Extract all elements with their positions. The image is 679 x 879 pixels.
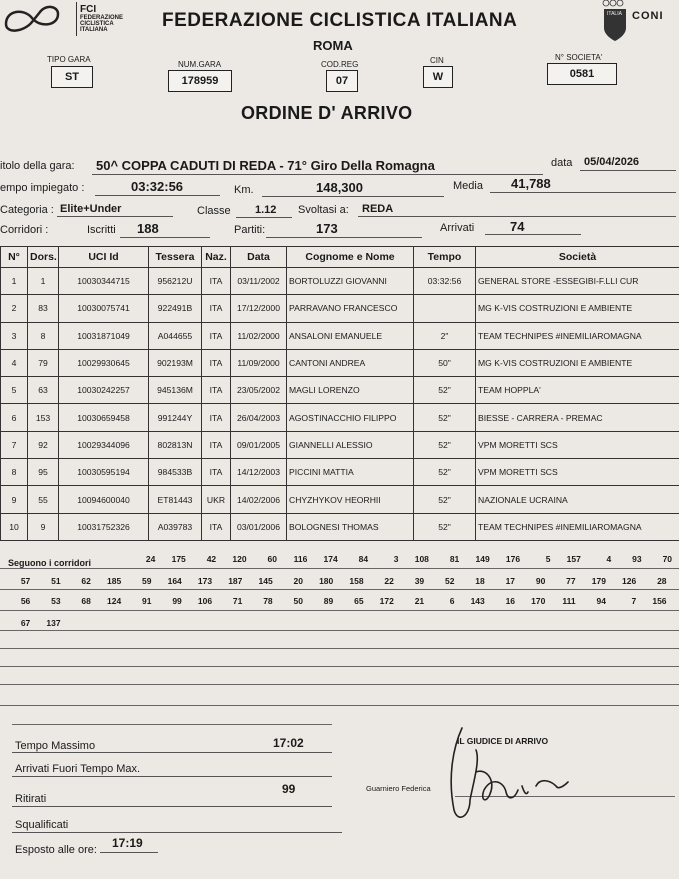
race-category: Elite+Under: [60, 203, 122, 215]
cell-naz: UKR: [202, 486, 231, 513]
cell-nome: ANSALONI EMANUELE: [287, 322, 414, 349]
seguono-number: 60: [267, 554, 277, 564]
cell-nome: MAGLI LORENZO: [287, 377, 414, 404]
cell-uci: 10030344715: [59, 268, 149, 295]
tempo-label: empo impiegato :: [0, 182, 85, 194]
seguono-number: 42: [206, 554, 217, 564]
seguono-number: 149: [475, 554, 490, 564]
coni-shield-icon: [600, 0, 630, 42]
results-table: [0, 246, 679, 541]
seguono-number: 18: [475, 576, 485, 586]
seguono-number: 84: [358, 554, 369, 564]
seguono-number: 91: [142, 596, 152, 606]
coni-logo: [600, 0, 630, 42]
tipo-gara-label: TIPO GARA: [47, 55, 91, 64]
ritirati: 99: [282, 782, 296, 796]
judge-signature: [440, 720, 580, 830]
cell-dors: 92: [28, 431, 59, 458]
header-tessera: Tessera: [149, 247, 202, 268]
seguono-number: 59: [142, 576, 152, 586]
table-row: [1, 268, 679, 295]
fci-logo: [2, 2, 72, 34]
cell-data: 17/12/2000: [231, 295, 287, 322]
seguono-row-2: [0, 576, 679, 586]
cell-tempo: 52": [414, 377, 476, 404]
seguono-number: 94: [596, 596, 606, 606]
header-dors: Dors.: [28, 247, 59, 268]
cell-nome: AGOSTINACCHIO FILIPPO: [287, 404, 414, 431]
cell-tessera: 902193M: [149, 349, 202, 376]
cell-nome: PARRAVANO FRANCESCO: [287, 295, 414, 322]
cell-naz: ITA: [202, 349, 231, 376]
cell-n: 8: [1, 459, 28, 486]
cell-data: 03/01/2006: [231, 513, 287, 540]
race-class: 1.12: [255, 204, 277, 216]
esposto: 17:19: [112, 836, 143, 850]
fci-label: FCI: [80, 4, 97, 15]
cell-data: 09/01/2005: [231, 431, 287, 458]
categoria-label: Categoria :: [0, 204, 54, 216]
seguono-row-1: [0, 554, 679, 564]
cell-data: 11/09/2000: [231, 349, 287, 376]
cell-tessera: 945136M: [149, 377, 202, 404]
cod-reg-label: COD.REG: [321, 60, 359, 69]
cell-naz: ITA: [202, 268, 231, 295]
cell-n: 7: [1, 431, 28, 458]
seguono-number: 111: [562, 596, 576, 606]
cell-dors: 79: [28, 349, 59, 376]
iscritti-label: Iscritti: [87, 224, 116, 236]
table-header-row: [1, 247, 679, 268]
table-row: [1, 377, 679, 404]
cell-tempo: 2": [414, 322, 476, 349]
cell-societa: TEAM TECHNIPES #INEMILIAROMAGNA: [476, 322, 679, 349]
cell-tempo: 52": [414, 459, 476, 486]
race-title: 50^ COPPA CADUTI DI REDA - 71° Giro Della Romagna: [96, 158, 435, 173]
seguono-number: 77: [566, 576, 576, 586]
cell-tessera: 922491B: [149, 295, 202, 322]
media-label: Media: [453, 180, 483, 192]
cell-societa: VPM MORETTI SCS: [476, 431, 679, 458]
seguono-number: 51: [51, 576, 61, 586]
table-row: [1, 486, 679, 513]
header-uci: UCI Id: [59, 247, 149, 268]
cell-dors: 95: [28, 459, 59, 486]
seguono-number: 68: [81, 596, 91, 606]
fci-sub-2: CICLISTICA: [80, 21, 114, 27]
cell-dors: 63: [28, 377, 59, 404]
cell-n: 2: [1, 295, 28, 322]
partiti-label: Partiti:: [234, 224, 266, 236]
cell-uci: 10030659458: [59, 404, 149, 431]
seguono-number: 17: [505, 576, 516, 586]
cell-uci: 10030242257: [59, 377, 149, 404]
seguono-number: 180: [319, 576, 334, 586]
seguono-number: 143: [470, 596, 485, 606]
cell-tempo: 52": [414, 431, 476, 458]
cell-dors: 9: [28, 513, 59, 540]
fci-logo-icon: [2, 2, 72, 34]
seguono-number: 174: [323, 554, 338, 564]
header-n: N°: [1, 247, 28, 268]
giudice-label: IL GIUDICE DI ARRIVO: [457, 736, 549, 746]
seguono-number: 20: [293, 576, 303, 586]
cell-tempo: [414, 295, 476, 322]
seguono-number: 57: [20, 576, 31, 586]
cell-naz: ITA: [202, 377, 231, 404]
seguono-number: 108: [414, 554, 429, 564]
cin-box: W: [423, 66, 453, 88]
cell-societa: NAZIONALE UCRAINA: [476, 486, 679, 513]
cell-uci: 10031752326: [59, 513, 149, 540]
seguono-number: 81: [449, 554, 460, 564]
cell-tessera: A044655: [149, 322, 202, 349]
cell-societa: MG K-VIS COSTRUZIONI E AMBIENTE: [476, 349, 679, 376]
tipo-gara-box: ST: [51, 66, 93, 88]
cell-nome: GIANNELLI ALESSIO: [287, 431, 414, 458]
cell-societa: VPM MORETTI SCS: [476, 459, 679, 486]
coni-badge: ITALIA: [607, 11, 622, 17]
seguono-number: 90: [535, 576, 546, 586]
race-iscritti: 188: [137, 221, 159, 236]
seguono-number: 78: [263, 596, 273, 606]
seguono-number: 16: [505, 596, 516, 606]
seguono-number: 179: [591, 576, 606, 586]
seguono-number: 56: [20, 596, 31, 606]
seguono-number: 124: [107, 596, 122, 606]
tempo-massimo-label: Tempo Massimo: [15, 740, 96, 752]
race-km: 148,300: [316, 180, 363, 195]
cell-dors: 83: [28, 295, 59, 322]
num-gara-label: NUM.GARA: [178, 60, 222, 69]
seguono-number: 39: [414, 576, 425, 586]
cell-data: 26/04/2003: [231, 404, 287, 431]
header-tempo: Tempo: [414, 247, 476, 268]
cell-societa: TEAM TECHNIPES #INEMILIAROMAGNA: [476, 513, 679, 540]
cell-n: 4: [1, 349, 28, 376]
seguono-label: Seguono i corridori: [8, 558, 92, 568]
cell-tessera: 956212U: [149, 268, 202, 295]
cell-tessera: 991244Y: [149, 404, 202, 431]
data-label: data: [551, 157, 573, 169]
cell-dors: 1: [28, 268, 59, 295]
fci-sub-1: FEDERAZIONE: [80, 15, 124, 21]
seguono-number: 157: [566, 554, 581, 564]
num-gara-box: 178959: [168, 70, 232, 92]
seguono-number: 120: [232, 554, 247, 564]
cell-n: 10: [1, 513, 28, 540]
document-title: ORDINE D' ARRIVO: [241, 103, 413, 123]
seguono-number: 3: [393, 554, 399, 564]
cell-tessera: A039783: [149, 513, 202, 540]
race-media: 41,788: [511, 176, 551, 191]
race-arrivati: 74: [510, 219, 525, 234]
seguono-number: 4: [606, 554, 612, 564]
seguono-number: 106: [197, 596, 213, 606]
seguono-number: 145: [258, 576, 273, 586]
table-row: [1, 404, 679, 431]
seguono-number: 164: [167, 576, 182, 586]
tempo-massimo: 17:02: [273, 736, 304, 750]
table-row: [1, 513, 679, 540]
cell-data: 14/12/2003: [231, 459, 287, 486]
cell-data: 14/02/2006: [231, 486, 287, 513]
table-row: [1, 431, 679, 458]
race-place: REDA: [362, 203, 394, 215]
arrivati-label: Arrivati: [440, 222, 475, 234]
seguono-number: 93: [632, 554, 642, 564]
table-row: [1, 349, 679, 376]
cell-societa: TEAM HOPPLA': [476, 377, 679, 404]
cell-n: 9: [1, 486, 28, 513]
cell-naz: ITA: [202, 513, 231, 540]
seguono-number: 158: [349, 576, 364, 586]
societa-box: 0581: [547, 63, 617, 85]
cell-nome: CHYZHYKOV HEORHII: [287, 486, 414, 513]
km-label: Km.: [234, 184, 254, 196]
cell-nome: BOLOGNESI THOMAS: [287, 513, 414, 540]
header-societa: Società: [476, 247, 679, 268]
seguono-number: 50: [293, 596, 303, 606]
cell-uci: 10094600040: [59, 486, 149, 513]
societa-label: N° SOCIETA': [555, 53, 603, 62]
table-row: [1, 295, 679, 322]
seguono-number: 187: [228, 576, 243, 586]
cell-naz: ITA: [202, 404, 231, 431]
seguono-row-3: [0, 596, 679, 606]
race-partiti: 173: [316, 221, 338, 236]
coni-label: CONI: [632, 10, 664, 22]
seguono-number: 22: [384, 576, 394, 586]
cell-tempo: 03:32:56: [414, 268, 476, 295]
seguono-number: 185: [107, 576, 122, 586]
cell-societa: MG K-VIS COSTRUZIONI E AMBIENTE: [476, 295, 679, 322]
table-row: [1, 322, 679, 349]
seguono-number: 24: [145, 554, 156, 564]
seguono-number: 7: [631, 596, 637, 606]
seguono-number: 172: [379, 596, 394, 606]
cell-tempo: 52": [414, 404, 476, 431]
corridori-label: Corridori :: [0, 224, 49, 236]
cell-n: 6: [1, 404, 28, 431]
cell-data: 23/05/2002: [231, 377, 287, 404]
esposto-label: Esposto alle ore:: [15, 844, 97, 856]
race-time: 03:32:56: [131, 179, 184, 194]
header-data: Data: [231, 247, 287, 268]
cell-n: 1: [1, 268, 28, 295]
cell-tempo: 52": [414, 513, 476, 540]
race-date: 05/04/2026: [584, 156, 640, 168]
giudice-name: Guarniero Federica: [366, 784, 431, 793]
header-nome: Cognome e Nome: [287, 247, 414, 268]
cell-n: 3: [1, 322, 28, 349]
titolo-label: itolo della gara:: [0, 160, 75, 172]
squalificati-label: Squalificati: [15, 819, 69, 831]
seguono-number: 99: [172, 596, 182, 606]
seguono-number: 5: [545, 554, 551, 564]
cell-naz: ITA: [202, 459, 231, 486]
cell-uci: 10030595194: [59, 459, 149, 486]
cell-uci: 10030075741: [59, 295, 149, 322]
cell-uci: 10029344096: [59, 431, 149, 458]
cell-n: 5: [1, 377, 28, 404]
seguono-number: 53: [51, 596, 61, 606]
seguono-number: 52: [444, 576, 455, 586]
cell-nome: PICCINI MATTIA: [287, 459, 414, 486]
seguono-number: 71: [232, 596, 243, 606]
seguono-number: 28: [657, 576, 667, 586]
seguono-number: 137: [46, 618, 61, 628]
cell-uci: 10029930645: [59, 349, 149, 376]
cell-nome: BORTOLUZZI GIOVANNI: [287, 268, 414, 295]
cell-dors: 153: [28, 404, 59, 431]
cell-naz: ITA: [202, 431, 231, 458]
federation-title: FEDERAZIONE CICLISTICA ITALIANA: [162, 10, 518, 31]
seguono-number: 173: [197, 576, 213, 586]
cell-societa: GENERAL STORE -ESSEGIBI-F.LLI CUR: [476, 268, 679, 295]
seguono-number: 126: [622, 576, 637, 586]
svoltasi-label: Svoltasi a:: [298, 204, 349, 216]
cell-societa: BIESSE - CARRERA - PREMAC: [476, 404, 679, 431]
cell-tempo: 52": [414, 486, 476, 513]
cell-tessera: 984533B: [149, 459, 202, 486]
cell-dors: 8: [28, 322, 59, 349]
seguono-number: 6: [449, 596, 455, 606]
cell-naz: ITA: [202, 295, 231, 322]
cell-dors: 55: [28, 486, 59, 513]
seguono-number: 21: [414, 596, 425, 606]
fuori-tempo-label: Arrivati Fuori Tempo Max.: [15, 763, 141, 775]
cell-data: 03/11/2002: [231, 268, 287, 295]
seguono-number: 170: [531, 596, 546, 606]
seguono-number: 176: [505, 554, 521, 564]
cell-uci: 10031871049: [59, 322, 149, 349]
cell-data: 11/02/2000: [231, 322, 287, 349]
cell-nome: CANTONI ANDREA: [287, 349, 414, 376]
seguono-row-4: [0, 618, 679, 628]
cell-tempo: 50": [414, 349, 476, 376]
seguono-number: 62: [81, 576, 91, 586]
seguono-number: 156: [652, 596, 667, 606]
city: ROMA: [313, 38, 353, 53]
cell-tessera: ET81443: [149, 486, 202, 513]
classe-label: Classe: [197, 205, 231, 217]
header-naz: Naz.: [202, 247, 231, 268]
cin-label: CIN: [430, 56, 444, 65]
ritirati-label: Ritirati: [15, 793, 47, 805]
seguono-number: 70: [662, 554, 673, 564]
seguono-number: 89: [323, 596, 334, 606]
fci-sub-3: ITALIANA: [80, 27, 108, 33]
cell-naz: ITA: [202, 322, 231, 349]
seguono-number: 116: [293, 554, 308, 564]
seguono-number: 67: [20, 618, 31, 628]
seguono-number: 65: [354, 596, 364, 606]
table-row: [1, 459, 679, 486]
cell-tessera: 802813N: [149, 431, 202, 458]
cod-reg-box: 07: [326, 70, 358, 92]
seguono-number: 175: [171, 554, 186, 564]
